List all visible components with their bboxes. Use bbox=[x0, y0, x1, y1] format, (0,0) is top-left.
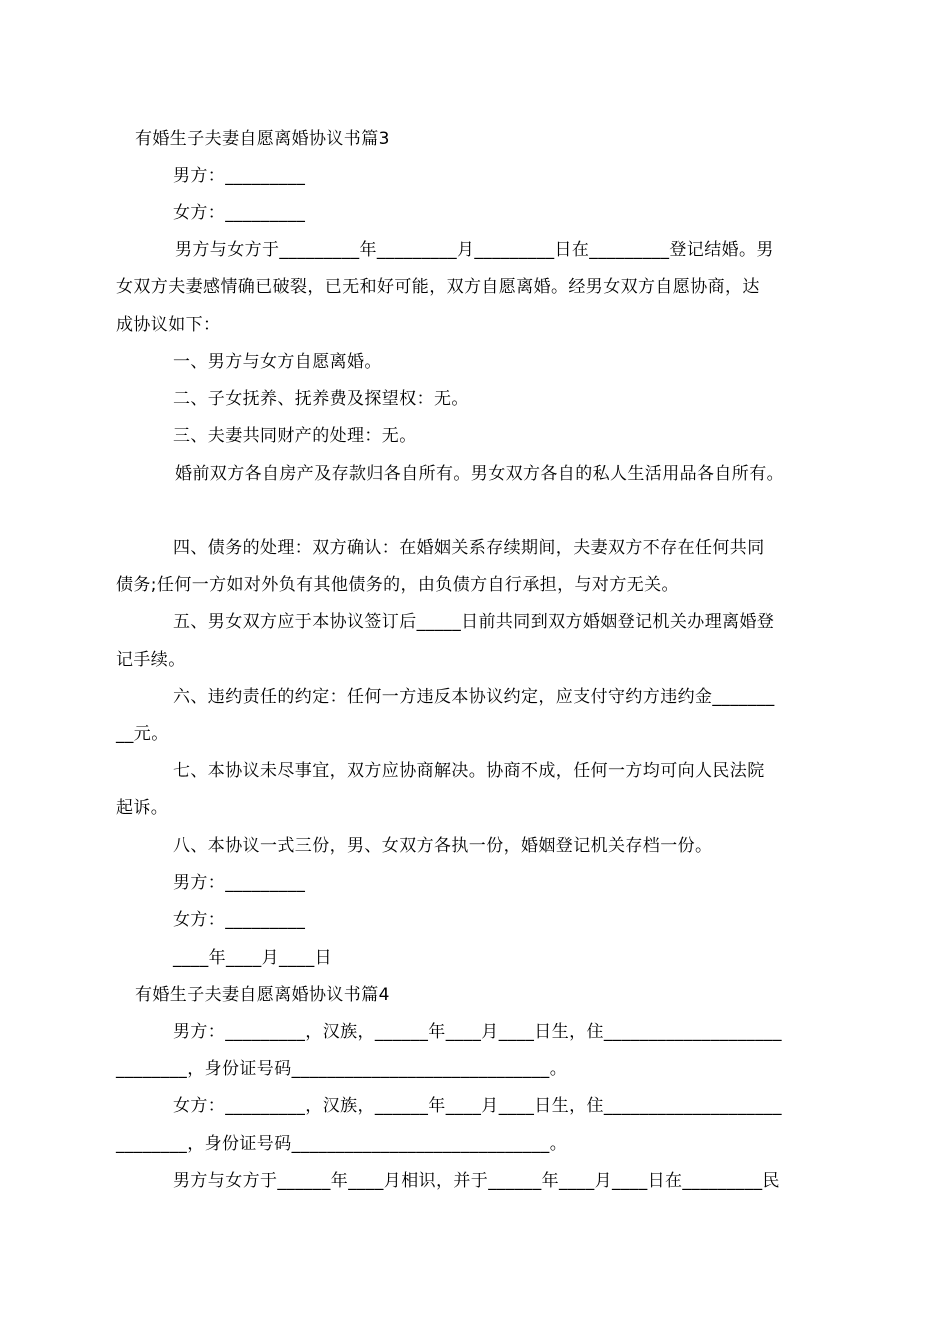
paragraph-line: 成协议如下： bbox=[116, 315, 221, 335]
female-party-line: 女方：_________ bbox=[173, 203, 306, 223]
paragraph-line: 起诉。 bbox=[116, 798, 169, 818]
clause-5: 五、男女双方应于本协议签订后_____日前共同到双方婚姻登记机关办理离婚登 bbox=[173, 612, 775, 632]
paragraph-line: ________，身份证号码_____________________________。 bbox=[116, 1059, 568, 1079]
paragraph-line: __元。 bbox=[116, 724, 169, 744]
paragraph-line: 债务;任何一方如对外负有其他债务的，由负债方自行承担，与对方无关。 bbox=[116, 575, 679, 595]
paragraph-line: 男方与女方于______年____月相识，并于______年____月____日在_________民 bbox=[173, 1171, 780, 1191]
male-info-line: 男方：_________，汉族，______年____月____日生，住____________________ bbox=[173, 1022, 782, 1042]
clause-1: 一、男方与女方自愿离婚。 bbox=[173, 352, 382, 372]
section-title-4: 有婚生子夫妻自愿离婚协议书篇4 bbox=[135, 985, 390, 1005]
male-party-line: 男方：_________ bbox=[173, 166, 306, 186]
clause-7: 七、本协议未尽事宜，双方应协商解决。协商不成，任何一方均可向人民法院 bbox=[173, 761, 765, 781]
paragraph-line: ________，身份证号码_____________________________。 bbox=[116, 1134, 568, 1154]
male-signature-line: 男方：_________ bbox=[173, 873, 306, 893]
clause-4: 四、债务的处理：双方确认：在婚姻关系存续期间，夫妻双方不存在任何共同 bbox=[173, 538, 765, 558]
female-signature-line: 女方：_________ bbox=[173, 910, 306, 930]
clause-2: 二、子女抚养、抚养费及探望权：无。 bbox=[173, 389, 469, 409]
paragraph-line: 女双方夫妻感情确已破裂，已无和好可能，双方自愿离婚。经男女双方自愿协商，达 bbox=[116, 277, 760, 297]
clause-8: 八、本协议一式三份，男、女双方各执一份，婚姻登记机关存档一份。 bbox=[173, 836, 713, 856]
date-line: ____年____月____日 bbox=[173, 948, 332, 968]
section-title-3: 有婚生子夫妻自愿离婚协议书篇3 bbox=[135, 129, 390, 149]
paragraph-line: 记手续。 bbox=[116, 650, 186, 670]
female-info-line: 女方：_________，汉族，______年____月____日生，住____________________ bbox=[173, 1096, 782, 1116]
clause-6: 六、违约责任的约定：任何一方违反本协议约定，应支付守约方违约金_______ bbox=[173, 687, 775, 707]
paragraph-line: 婚前双方各自房产及存款归各自所有。男女双方各自的私人生活用品各自所有。 bbox=[175, 464, 784, 484]
clause-3: 三、夫妻共同财产的处理：无。 bbox=[173, 426, 417, 446]
paragraph-line: 男方与女方于_________年_________月_________日在_________登记结婚。男 bbox=[175, 240, 774, 260]
